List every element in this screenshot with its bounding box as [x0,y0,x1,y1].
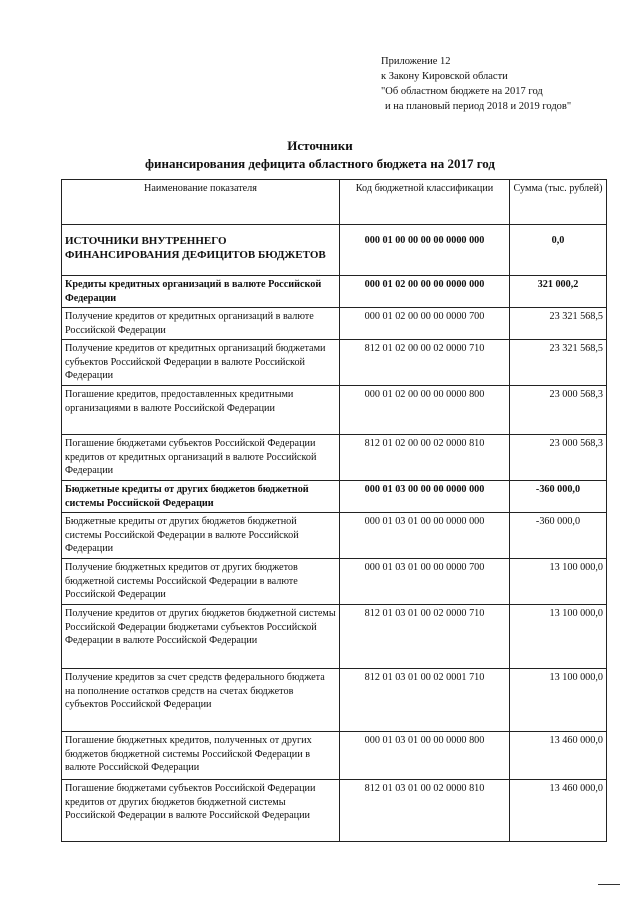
table-header [62,180,607,225]
table-row [62,386,607,435]
header-name: Наименование показателя [62,180,340,225]
row-code: 812 01 03 01 00 02 0000 810 [340,780,510,842]
row-amount: 13 460 000,0 [510,732,607,780]
appendix-line: и на плановый период 2018 и 2019 годов" [385,101,572,112]
row-amount: 13 100 000,0 [510,559,607,605]
row-amount: 13 460 000,0 [510,780,607,842]
table-row [62,225,607,276]
row-amount: 0,0 [510,225,607,276]
row-code: 000 01 02 00 00 00 0000 000 [340,276,510,308]
appendix-line: "Об областном бюджете на 2017 год [381,86,543,97]
header-amount: Сумма (тыс. рублей) [510,180,607,225]
row-code: 000 01 00 00 00 00 0000 000 [340,225,510,276]
table-row [62,559,607,605]
table-row [62,513,607,559]
row-amount: 13 100 000,0 [510,669,607,732]
title-line: финансирования дефицита областного бюджета на 2017 год [145,156,495,171]
row-code: 000 01 02 00 00 00 0000 800 [340,386,510,435]
table-row [62,308,607,340]
row-amount: 23 321 568,5 [510,308,607,340]
appendix-line: Приложение 12 [381,56,451,67]
row-name: Получение кредитов от других бюджетов бюджетной системы Российской Федерации бюджетами субъектов Российской Федерации в валюте Российской Федерации [62,605,340,669]
table-row [62,605,607,669]
row-code: 000 01 03 01 00 00 0000 000 [340,513,510,559]
document-title [0,137,640,173]
row-name: ИСТОЧНИКИ ВНУТРЕННЕГО ФИНАНСИРОВАНИЯ ДЕФИЦИТОВ БЮДЖЕТОВ [62,225,340,276]
row-code: 812 01 02 00 00 02 0000 710 [340,340,510,386]
row-code: 000 01 03 01 00 00 0000 700 [340,559,510,605]
table-row [62,780,607,842]
row-code: 000 01 03 01 00 00 0000 800 [340,732,510,780]
row-name: Получение кредитов от кредитных организаций бюджетами субъектов Российской Федерации в валюте Российской Федерации [62,340,340,386]
row-amount: 23 321 568,5 [510,340,607,386]
row-name: Получение кредитов за счет средств федерального бюджета на пополнение остатков средств на счетах бюджетов субъектов Российской Федерации [62,669,340,732]
row-name: Бюджетные кредиты от других бюджетов бюджетной системы Российской Федерации [62,481,340,513]
row-name: Получение кредитов от кредитных организаций в валюте Российской Федерации [62,308,340,340]
sources-table [61,179,607,842]
row-name: Погашение бюджетами субъектов Российской Федерации кредитов от других бюджетов бюджетной системы Российской Федерации в валюте Российской Федерации [62,780,340,842]
row-code: 812 01 03 01 00 02 0001 710 [340,669,510,732]
title-line: Источники [287,138,353,153]
row-name: Кредиты кредитных организаций в валюте Российской Федерации [62,276,340,308]
row-name: Получение бюджетных кредитов от других бюджетов бюджетной системы Российской Федерации в валюте Российской Федерации [62,559,340,605]
appendix-note [381,54,571,114]
row-code: 812 01 02 00 00 02 0000 810 [340,435,510,481]
page-footer-mark [598,884,620,885]
header-code: Код бюджетной классификации [340,180,510,225]
row-name: Погашение бюджетами субъектов Российской Федерации кредитов от кредитных организаций в валюте Российской Федерации [62,435,340,481]
table-row [62,732,607,780]
appendix-line: к Закону Кировской области [381,71,508,82]
row-name: Бюджетные кредиты от других бюджетов бюджетной системы Российской Федерации в валюте Российской Федерации [62,513,340,559]
row-name: Погашение бюджетных кредитов, полученных от других бюджетов бюджетной системы Российской Федерации в валюте Российской Федерации [62,732,340,780]
table-row [62,435,607,481]
row-amount: -360 000,0 [510,481,607,513]
table-row [62,340,607,386]
row-amount: 13 100 000,0 [510,605,607,669]
row-code: 812 01 03 01 00 02 0000 710 [340,605,510,669]
row-name: Погашение кредитов, предоставленных кредитными организациями в валюте Российской Федерации [62,386,340,435]
row-amount: 23 000 568,3 [510,435,607,481]
row-code: 000 01 02 00 00 00 0000 700 [340,308,510,340]
table-row [62,481,607,513]
row-amount: -360 000,0 [510,513,607,559]
row-amount: 23 000 568,3 [510,386,607,435]
row-amount: 321 000,2 [510,276,607,308]
table-row [62,276,607,308]
table-row [62,669,607,732]
row-code: 000 01 03 00 00 00 0000 000 [340,481,510,513]
